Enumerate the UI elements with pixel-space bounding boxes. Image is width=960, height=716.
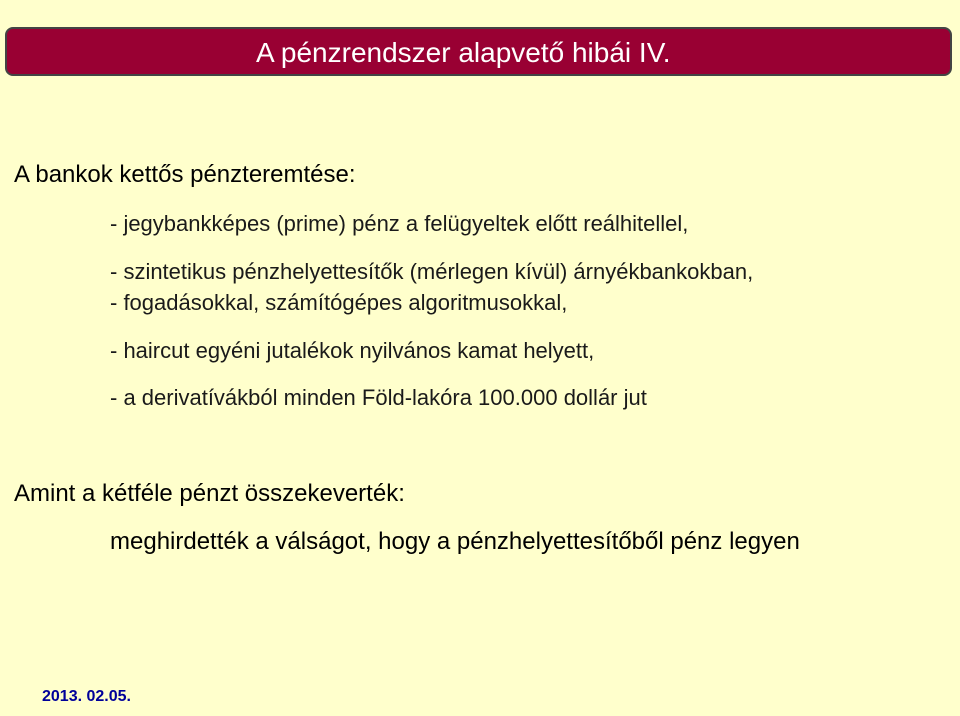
list-item: - szintetikus pénzhelyettesítők (mérlegen kívül) árnyékbankokban,: [110, 259, 754, 284]
list-item: - haircut egyéni jutalékok nyilvános kamat helyett,: [110, 338, 595, 363]
section-heading-mixed-money: Amint a kétféle pénzt összekeverték:: [14, 480, 405, 507]
conclusion-text: meghirdették a válságot, hogy a pénzhelyettesítőből pénz legyen: [110, 528, 800, 555]
section-heading-bank-money-creation: A bankok kettős pénzteremtése:: [14, 161, 356, 188]
list-item: - a derivatívákból minden Föld-lakóra 100.000 dollár jut: [110, 385, 647, 410]
slide-title: A pénzrendszer alapvető hibái IV.: [256, 37, 671, 68]
list-item: - jegybankképes (prime) pénz a felügyeltek előtt reálhitellel,: [110, 211, 689, 236]
slide-date: 2013. 02.05.: [42, 688, 131, 705]
title-bar: [5, 27, 952, 76]
list-item: - fogadásokkal, számítógépes algoritmusokkal,: [110, 290, 568, 315]
